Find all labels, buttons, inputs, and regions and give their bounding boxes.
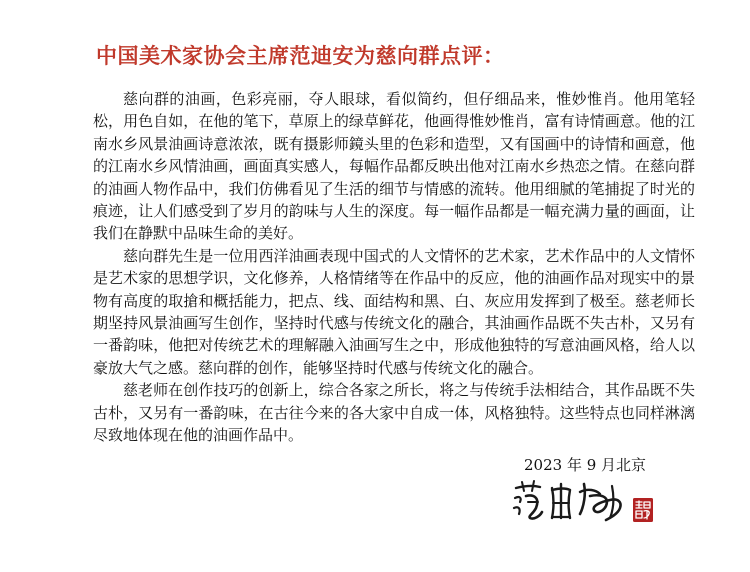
document-title: 中国美术家协会主席范迪安为慈向群点评：: [96, 44, 505, 68]
paragraph-3: 慈老师在创作技巧的创新上，综合各家之所长，将之与传统手法相结合，其作品既不失古朴，又另有一番韵味，在古往今来的各大家中自成一体，风格独特。这些特点也同样淋漓尽致地体现在他的油画作品中。: [93, 381, 695, 445]
paragraph-1: 慈向群的油画，色彩亮丽，夺人眼球，看似简约，但仔细品来，惟妙惟肖。他用笔轻松，用色自如，在他的笔下，草原上的绿草鲜花，他画得惟妙惟肖，富有诗情画意。他的江南水乡风景油画诗意浓浓，既有摄影师鏡头里的色彩和造型，又有国画中的诗情和画意，他的江南水乡风情油画，画面真实感人，每幅作品都反映出他对江南水乡热恋之情。在慈向群的油画人物作品中，我们仿佛看见了生活的细节与情感的流转。他用细腻的笔捕捉了时光的痕迹，让人们感受到了岁月的韵味与人生的深度。每一幅作品都是一幅充满力量的画面，让我们在静默中品味生命的美好。: [93, 90, 695, 243]
signature-date: 2023 年 9 月北京: [524, 456, 647, 474]
red-seal-stamp: [632, 497, 654, 523]
document-body: [93, 88, 695, 447]
paragraph-2: 慈向群先生是一位用西洋油画表现中国式的人文情怀的艺术家，艺术作品中的人文情怀是艺术家的思想学识，文化修养，人格情绪等在作品中的反应，他的油画作品对现实中的景物有高度的取搶和概括能力，把点、线、面结构和黑、白、灰应用发挥到了极至。慈老师长期坚持风景油画写生创作，坚持时代感与传统文化的融合，其油画作品既不失古朴，又另有一番韵味，他把对传统艺术的理解融入油画写生之中，形成他独特的写意油画风格，给人以豪放大气之感。慈向群的创作，能够坚持时代感与传统文化的融合。: [93, 246, 695, 377]
handwritten-signature: [510, 478, 628, 524]
